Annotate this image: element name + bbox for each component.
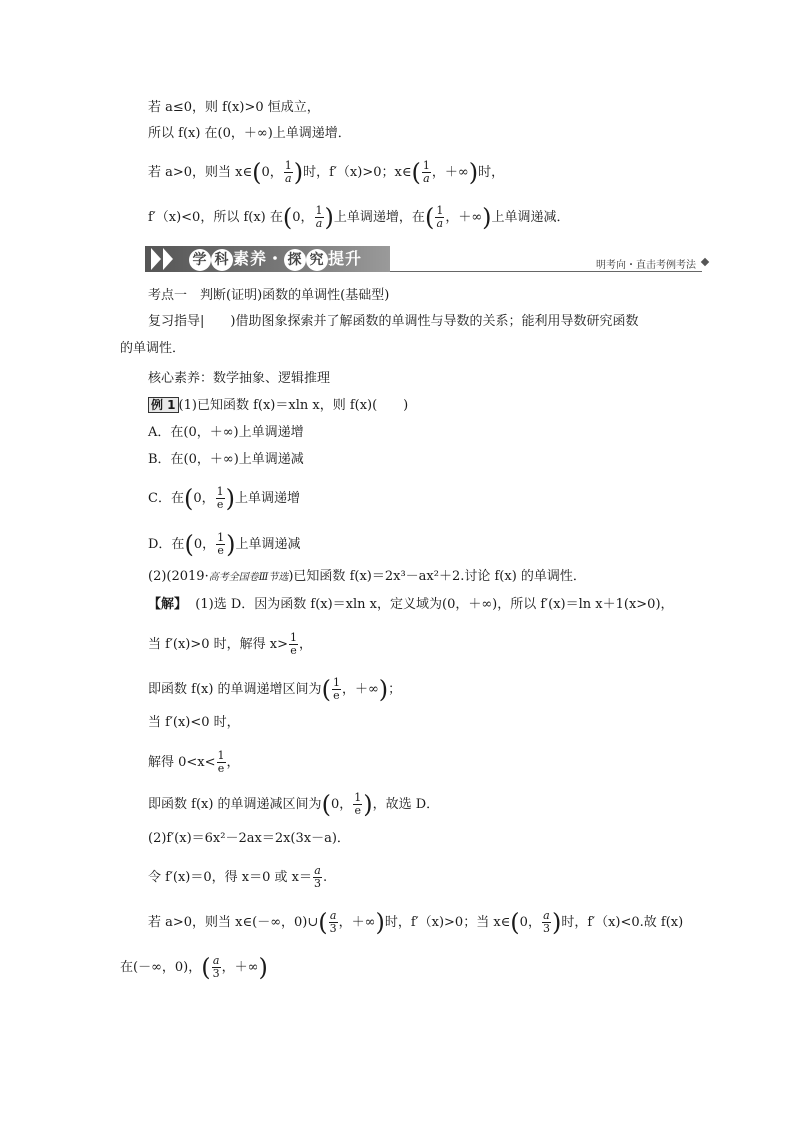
example-1: 例 1 (1)已知函数 f(x)＝xln x，则 f(x)( ): [148, 397, 408, 415]
chevron-right-icon: [151, 248, 161, 270]
fraction-a-over-3: $\frac{a}{3}$: [212, 954, 220, 980]
fraction-a-over-3: $\frac{a}{3}$: [542, 909, 550, 935]
solution-7: (2)f′(x)＝6x²－2ax＝2x(3x－a)．: [148, 831, 350, 846]
text-line-1: 若 a≤0，则 f(x)>0 恒成立，: [148, 100, 320, 115]
solution-8: 令 f′(x)＝0，得 x＝0 或 x＝ $\frac{a}{3}$ .: [148, 864, 328, 890]
solution-6: 即函数 f(x) 的单调递减区间为(0， $\frac{1}{e}$ )，故选 D．: [148, 790, 440, 819]
text-line-4: f′（x)<0，所以 f(x) 在(0， $\frac{1}{a}$ )上单调递增，在( $\frac{1}{a}$ ，＋∞)上单调递减．: [148, 203, 570, 232]
fraction-1-over-e: $\frac{1}{e}$: [217, 749, 225, 775]
fraction-1-over-a: $\frac{1}{a}$: [422, 159, 430, 185]
fraction-1-over-e: $\frac{1}{e}$: [216, 485, 224, 511]
banner-title: 学 科 素养・ 探 究 提升: [189, 246, 362, 272]
banner-subtitle: 明考向・直击考例考法: [596, 260, 696, 271]
review-guide-1: 复习指导| )借助图象探索并了解函数的单调性与导数的关系；能利用导数研究函数: [148, 314, 639, 329]
fraction-1-over-e: $\frac{1}{e}$: [290, 631, 298, 657]
chevron-right-icon: [163, 248, 173, 270]
fraction-1-over-a: $\frac{1}{a}$: [436, 204, 444, 230]
text-line-2: 所以 f(x) 在(0，＋∞)上单调递增．: [148, 126, 351, 141]
solution-2: 当 f′(x)>0 时，解得 x> $\frac{1}{e}$ ，: [148, 631, 313, 657]
text-line-3: 若 a>0，则当 x∈(0， $\frac{1}{a}$ )时，f′（x)>0；x∈( $\frac{1}{a}$ ，＋∞)时，: [148, 158, 505, 187]
review-guide-2: 的单调性．: [120, 341, 186, 356]
solution-9: 若 a>0，则当 x∈(－∞，0)∪( $\frac{a}{3}$ ，＋∞)时，f′（x)>0；当 x∈(0， $\frac{a}{3}$ )时，f′（x)<0.故 f(x): [148, 908, 684, 937]
fraction-a-over-3: $\frac{a}{3}$: [329, 909, 337, 935]
core-literacy: 核心素养：数学抽象、逻辑推理: [148, 371, 331, 386]
banner-rule: [390, 271, 702, 272]
solution-10: 在(－∞，0)，( $\frac{a}{3}$ ，＋∞): [120, 953, 268, 982]
example-2: (2)(2019·高考全国卷Ⅲ节选)已知函数 f(x)＝2x³－ax²＋2.讨论 f(x) 的单调性．: [148, 569, 586, 584]
option-b: B．在(0，＋∞)上单调递减: [148, 452, 304, 467]
solution-1: 【解】 (1)选 D．因为函数 f(x)＝xln x，定义域为(0，＋∞)，所以 f′(x)＝ln x＋1(x>0)，: [148, 597, 674, 612]
solution-5: 解得 0<x< $\frac{1}{e}$ ，: [148, 749, 240, 775]
example-badge: 例 1: [148, 397, 179, 413]
diamond-icon: [701, 258, 709, 266]
fraction-1-over-e: $\frac{1}{e}$: [354, 791, 362, 817]
fraction-1-over-a: $\frac{1}{a}$: [315, 204, 323, 230]
topic-heading: 考点一 判断(证明)函数的单调性(基础型): [148, 288, 390, 303]
option-d: D．在(0， $\frac{1}{e}$ )上单调递减: [148, 530, 301, 559]
solution-4: 当 f′(x)<0 时，: [148, 715, 240, 730]
fraction-1-over-e: $\frac{1}{e}$: [332, 676, 340, 702]
fraction-1-over-a: $\frac{1}{a}$: [284, 159, 292, 185]
solution-3: 即函数 f(x) 的单调递增区间为( $\frac{1}{e}$ ，＋∞)；: [148, 675, 402, 704]
fraction-1-over-e: $\frac{1}{e}$: [217, 531, 225, 557]
fraction-a-over-3: $\frac{a}{3}$: [313, 864, 321, 890]
option-a: A．在(0，＋∞)上单调递增: [148, 425, 304, 440]
solution-tag: 【解】: [148, 597, 188, 612]
option-c: C．在(0， $\frac{1}{e}$ )上单调递增: [148, 484, 300, 513]
section-banner: [145, 244, 710, 276]
